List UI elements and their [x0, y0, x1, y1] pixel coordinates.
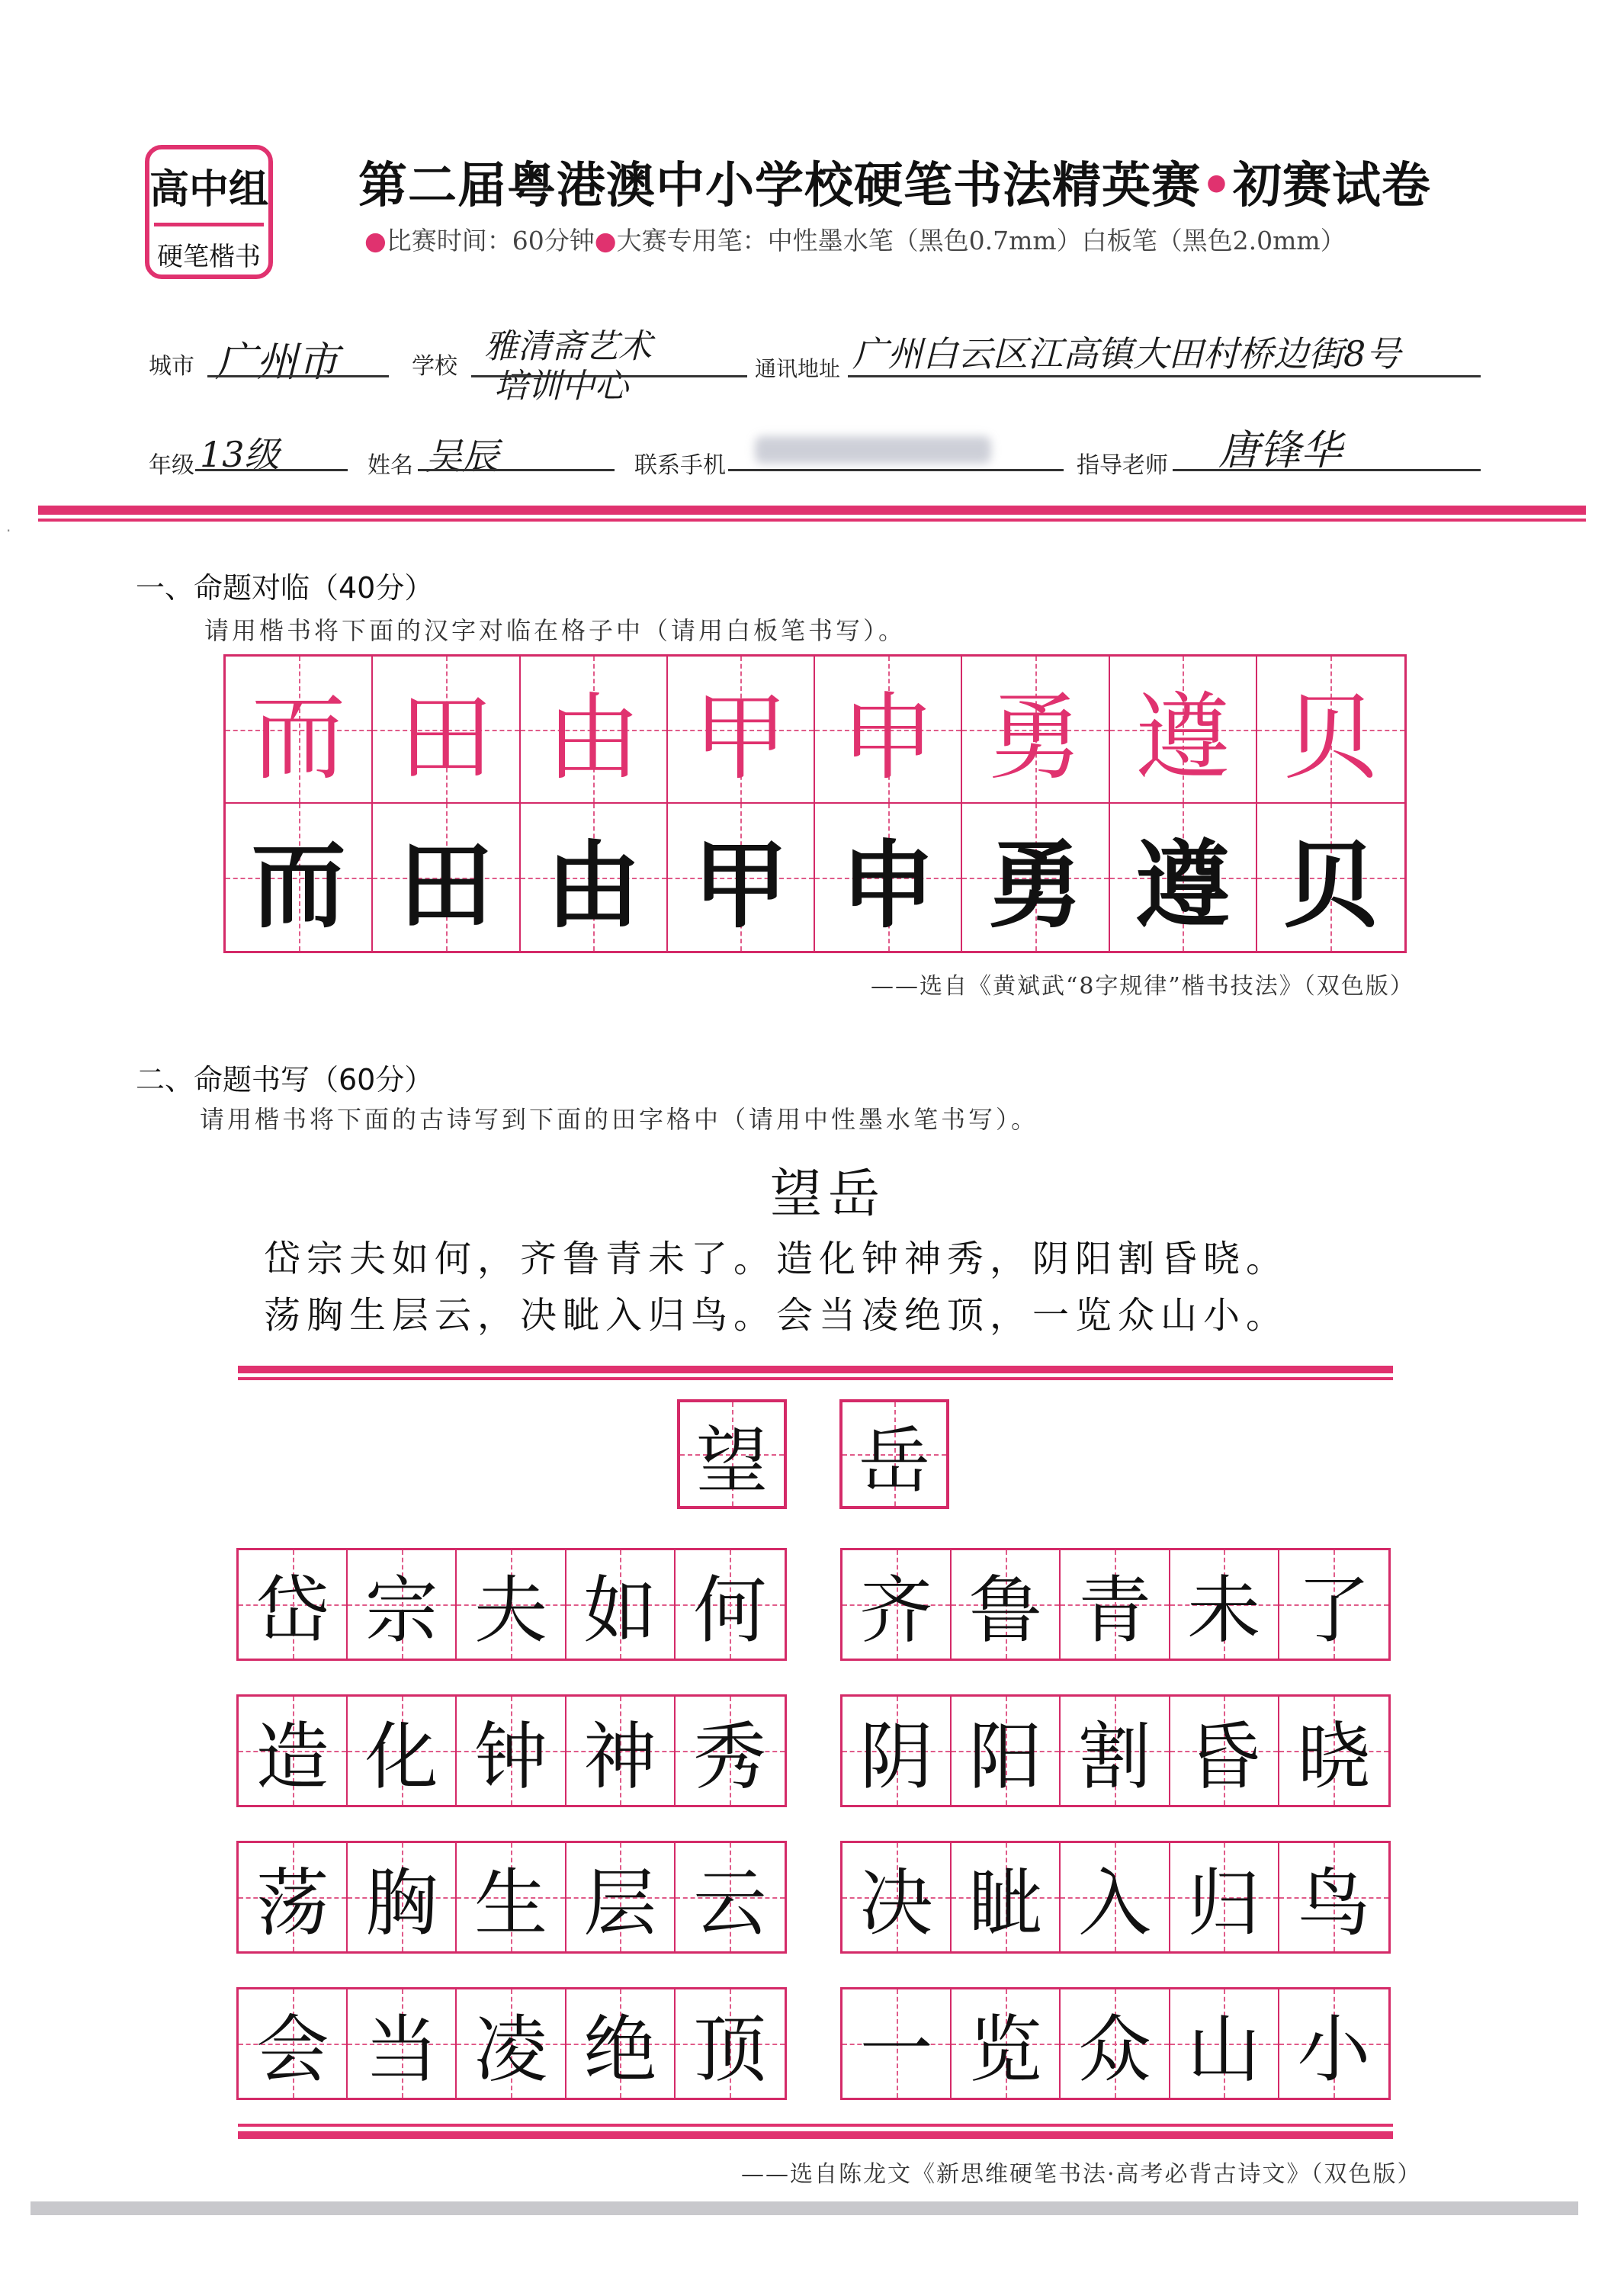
- divider: [238, 2131, 1393, 2139]
- grid-cell[interactable]: 凌: [457, 1989, 566, 2098]
- divider: [238, 2124, 1393, 2127]
- title-main: 第二届粤港澳中小学校硬笔书法精英赛: [358, 158, 1201, 214]
- copy-grid: [223, 654, 1407, 953]
- poem-line: 岱宗夫如何，齐鲁青未了。造化钟神秀，阴阳割昏晓。: [264, 1238, 1289, 1280]
- poem-grid-row: [236, 1841, 787, 1954]
- scan-mark: ·: [6, 522, 11, 540]
- city-field[interactable]: [207, 375, 389, 377]
- name-value: 吴辰: [425, 435, 499, 478]
- grid-cell[interactable]: 岱: [239, 1550, 348, 1659]
- title-box: [677, 1399, 787, 1509]
- grid-cell[interactable]: 云: [676, 1843, 785, 1951]
- grid-cell[interactable]: 申: [815, 657, 962, 804]
- phone-field[interactable]: [728, 469, 1064, 471]
- grid-cell[interactable]: 胸: [348, 1843, 457, 1951]
- grid-cell[interactable]: 绝: [566, 1989, 676, 2098]
- grid-cell[interactable]: 秀: [676, 1697, 785, 1805]
- poem-grid-row: [840, 1694, 1391, 1807]
- phone-redacted: [755, 436, 991, 464]
- badge-style: 硬笔楷书: [154, 223, 264, 273]
- grid-cell[interactable]: 阳: [952, 1697, 1061, 1805]
- grid-cell[interactable]: 申: [815, 804, 962, 951]
- address-field[interactable]: [848, 375, 1481, 377]
- grid-cell[interactable]: 生: [457, 1843, 566, 1951]
- grid-cell[interactable]: 入: [1061, 1843, 1170, 1951]
- phone-label: 联系手机: [634, 452, 726, 479]
- poem-grid-row: [236, 1987, 787, 2100]
- grid-cell[interactable]: 会: [239, 1989, 348, 2098]
- grid-cell[interactable]: 神: [566, 1697, 676, 1805]
- grid-cell[interactable]: 未: [1170, 1550, 1279, 1659]
- poem-grid-row: [840, 1987, 1391, 2100]
- grid-cell[interactable]: 鸟: [1279, 1843, 1388, 1951]
- divider: [38, 519, 1586, 522]
- group-badge: [145, 145, 273, 279]
- poem-grid-row: [840, 1548, 1391, 1661]
- title-box: [839, 1399, 949, 1509]
- grid-cell[interactable]: 造: [239, 1697, 348, 1805]
- address-value: 广州白云区江高镇大田村桥边街8号: [852, 333, 1401, 374]
- poem-title: 望岳: [770, 1164, 887, 1225]
- school-value-2: 培训中心: [494, 367, 628, 406]
- grid-cell[interactable]: 田: [373, 657, 520, 804]
- grid-cell[interactable]: 鲁: [952, 1550, 1061, 1659]
- grid-cell[interactable]: 岳: [842, 1402, 946, 1506]
- school-label: 学校: [412, 353, 457, 380]
- scan-edge: [30, 2201, 1578, 2215]
- grid-cell[interactable]: 而: [226, 804, 373, 951]
- grid-cell[interactable]: 齐: [842, 1550, 952, 1659]
- section2-heading: 二、命题书写（60分）: [136, 1063, 434, 1097]
- pen-label: 大赛专用笔：中性墨水笔（黑色0.7mm）白板笔（黑色2.0mm）: [616, 226, 1346, 255]
- name-field[interactable]: [418, 469, 615, 471]
- grid-cell[interactable]: 贝: [1257, 657, 1404, 804]
- grid-cell[interactable]: 勇: [962, 804, 1109, 951]
- grid-cell[interactable]: 决: [842, 1843, 952, 1951]
- grade-label: 年级: [149, 452, 194, 479]
- grid-cell[interactable]: 甲: [668, 657, 815, 804]
- teacher-field[interactable]: [1173, 469, 1481, 471]
- city-label: 城市: [149, 353, 194, 380]
- grid-cell[interactable]: 荡: [239, 1843, 348, 1951]
- badge-group: 高中组: [149, 167, 269, 213]
- grid-cell[interactable]: 何: [676, 1550, 785, 1659]
- section1-source: ——选自《黄斌武“8字规律”楷书技法》（双色版）: [871, 973, 1414, 1000]
- grid-cell[interactable]: 览: [952, 1989, 1061, 2098]
- grid-cell[interactable]: 钟: [457, 1697, 566, 1805]
- grid-cell[interactable]: 眦: [952, 1843, 1061, 1951]
- grid-cell[interactable]: 望: [680, 1402, 784, 1506]
- grid-cell[interactable]: 贝: [1257, 804, 1404, 951]
- bullet-icon: ●: [364, 226, 387, 255]
- grid-cell[interactable]: 甲: [668, 804, 815, 951]
- name-label: 姓名: [367, 452, 413, 479]
- grid-cell[interactable]: 晓: [1279, 1697, 1388, 1805]
- grid-cell[interactable]: 昏: [1170, 1697, 1279, 1805]
- grid-cell[interactable]: 青: [1061, 1550, 1170, 1659]
- poem-grid-row: [236, 1694, 787, 1807]
- grid-cell[interactable]: 勇: [962, 657, 1109, 804]
- grid-cell[interactable]: 夫: [457, 1550, 566, 1659]
- bullet-icon: ●: [594, 226, 617, 255]
- grid-cell[interactable]: 化: [348, 1697, 457, 1805]
- exam-info: [364, 221, 1346, 257]
- section1-heading: 一、命题对临（40分）: [136, 571, 434, 605]
- teacher-value: 唐锋华: [1218, 426, 1342, 474]
- grid-cell[interactable]: 当: [348, 1989, 457, 2098]
- grid-cell[interactable]: 如: [566, 1550, 676, 1659]
- poem-grid-row: [236, 1548, 787, 1661]
- grid-cell[interactable]: 而: [226, 657, 373, 804]
- section2-source: ——选自陈龙文《新思维硬笔书法·高考必背古诗文》（双色版）: [741, 2161, 1422, 2188]
- poem-grid-row: [840, 1841, 1391, 1954]
- grid-cell[interactable]: 遵: [1110, 804, 1257, 951]
- grid-cell[interactable]: 阴: [842, 1697, 952, 1805]
- section1-instruction: 请用楷书将下面的汉字对临在格子中（请用白板笔书写）。: [204, 616, 907, 645]
- grid-cell[interactable]: 遵: [1110, 657, 1257, 804]
- grid-cell[interactable]: 田: [373, 804, 520, 951]
- address-label: 通讯地址: [755, 356, 841, 381]
- grid-cell[interactable]: 由: [521, 804, 668, 951]
- divider: [38, 506, 1586, 515]
- grid-cell[interactable]: 一: [842, 1989, 952, 2098]
- city-value: 广州市: [215, 338, 339, 386]
- grid-cell[interactable]: 小: [1279, 1989, 1388, 2098]
- grid-cell[interactable]: 归: [1170, 1843, 1279, 1951]
- title-dot: •: [1201, 158, 1233, 214]
- divider: [238, 1377, 1393, 1380]
- grid-cell[interactable]: 众: [1061, 1989, 1170, 2098]
- grid-cell[interactable]: 宗: [348, 1550, 457, 1659]
- title-suffix: 初赛试卷: [1232, 158, 1431, 214]
- grid-cell[interactable]: 顶: [676, 1989, 785, 2098]
- school-field[interactable]: [471, 375, 747, 377]
- grade-field[interactable]: [195, 469, 348, 471]
- grid-cell[interactable]: 层: [566, 1843, 676, 1951]
- time-label: 比赛时间：60分钟: [386, 226, 595, 255]
- teacher-label: 指导老师: [1077, 452, 1168, 479]
- page-title: [358, 146, 1431, 217]
- grid-cell[interactable]: 由: [521, 657, 668, 804]
- grid-cell[interactable]: 了: [1279, 1550, 1388, 1659]
- section2-instruction: 请用楷书将下面的古诗写到下面的田字格中（请用中性墨水笔书写）。: [200, 1105, 1039, 1134]
- grid-cell[interactable]: 山: [1170, 1989, 1279, 2098]
- school-value-1: 雅清斋艺术: [484, 327, 652, 366]
- grid-cell[interactable]: 割: [1061, 1697, 1170, 1805]
- divider: [238, 1366, 1393, 1373]
- poem-line: 荡胸生层云，决眦入归鸟。会当凌绝顶，一览众山小。: [264, 1294, 1289, 1337]
- grade-value: 13级: [200, 434, 280, 475]
